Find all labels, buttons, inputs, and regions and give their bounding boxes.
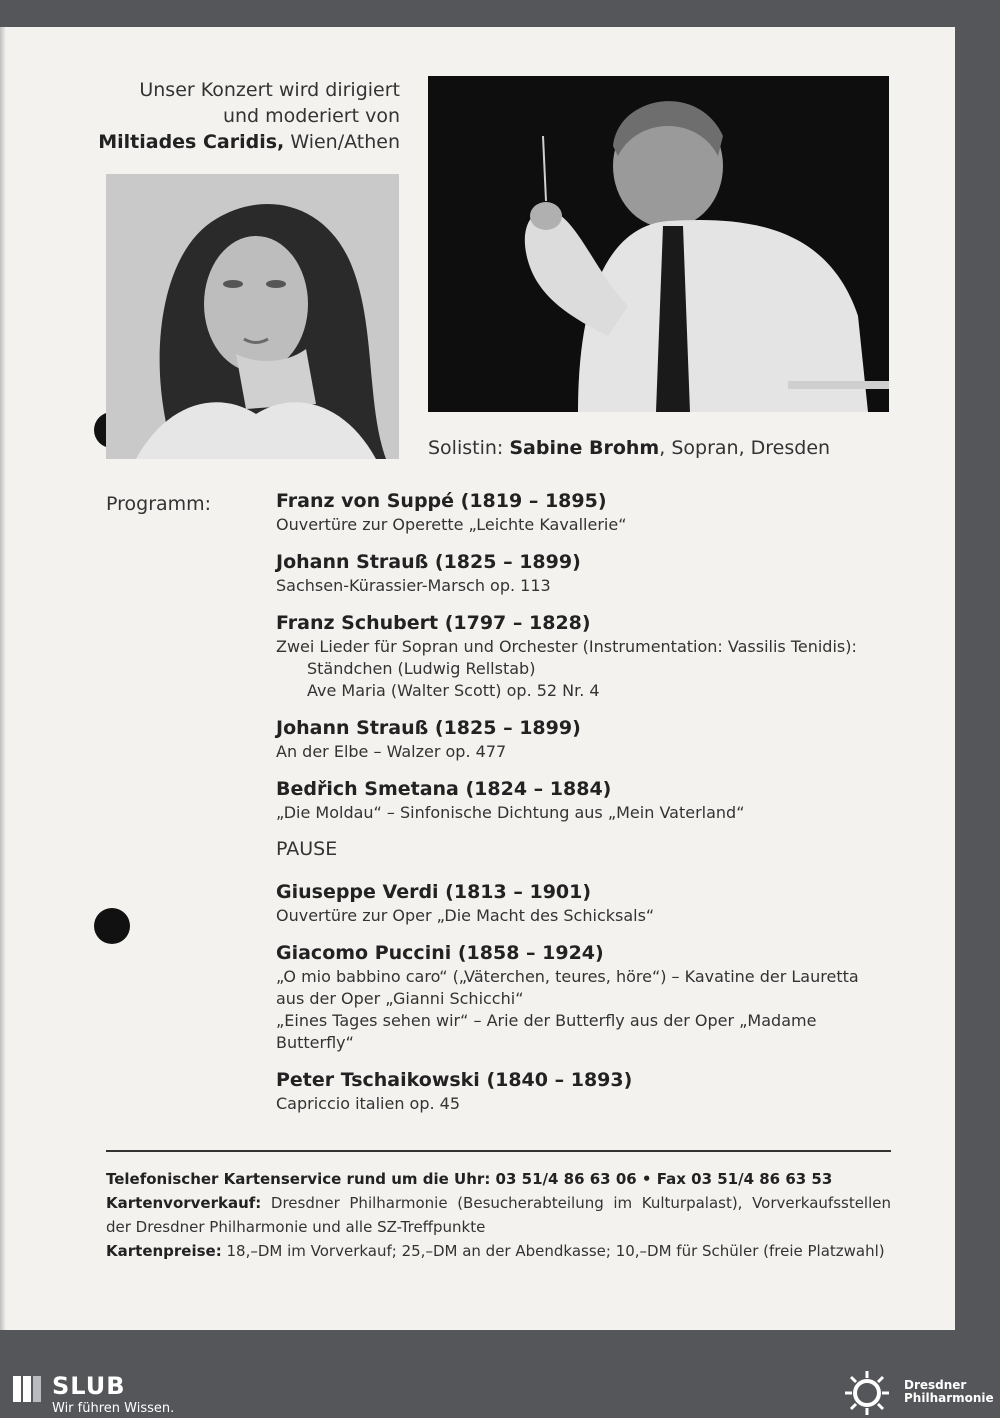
program-item (276, 716, 896, 763)
phone-service-text: Telefonischer Kartenservice rund um die Uhr: 03 51/4 86 63 06 • Fax 03 51/4 86 63 53 (106, 1170, 833, 1188)
conductor-intro (90, 77, 400, 155)
conductor-city: Wien/Athen (284, 131, 400, 153)
conductor-name: Miltiades Caridis, (98, 131, 285, 153)
philharmonie-wordmark[interactable] (904, 1379, 994, 1405)
presale-text: Dresdner Philharmonie (Besucherabteilung im Kulturpalast), Vorverkaufsstellen der Dresdner Philharmonie und alle SZ-Treffpunkte (106, 1194, 891, 1236)
prices-label: Kartenpreise: (106, 1242, 222, 1260)
work-title: Zwei Lieder für Sopran und Orchester (Instrumentation: Vassilis Tenidis): (276, 637, 857, 656)
presale-label: Kartenvorverkauf: (106, 1194, 262, 1212)
prices-text: 18,–DM im Vorverkauf; 25,–DM an der Abendkasse; 10,–DM für Schüler (freie Platzwahl) (221, 1242, 885, 1260)
philharmonie-line-2: Philharmonie (904, 1391, 994, 1405)
program-item (276, 1068, 896, 1115)
work-title: Capriccio italien op. 45 (276, 1094, 461, 1113)
composer-heading: Johann Strauß (1825 – 1899) (276, 717, 581, 739)
program-item (276, 550, 896, 597)
program-list (276, 489, 896, 1129)
work-title: Ouvertüre zur Oper „Die Macht des Schicksals“ (276, 906, 655, 925)
library-tagline: Wir führen Wissen. (52, 1401, 175, 1416)
composer-heading: Franz Schubert (1797 – 1828) (276, 612, 591, 634)
presale-line (106, 1191, 891, 1239)
program-item (276, 880, 896, 927)
library-name[interactable]: SLUB (52, 1372, 126, 1400)
sub-work-title: Ständchen (Ludwig Rellstab) (307, 659, 536, 678)
prices-line (106, 1239, 891, 1263)
program-item (276, 777, 896, 824)
intro-line-1: Unser Konzert wird dirigiert (139, 79, 400, 101)
soloist-name: Sabine Brohm (509, 437, 660, 459)
program-item (276, 611, 896, 702)
philharmonie-line-1: Dresdner (904, 1378, 967, 1392)
intro-line-3 (90, 129, 400, 155)
soloist-details: , Sopran, Dresden (659, 437, 831, 459)
composer-heading: Giuseppe Verdi (1813 – 1901) (276, 881, 592, 903)
work-title: Sachsen-Kürassier-Marsch op. 113 (276, 576, 551, 595)
punch-hole-bottom (94, 908, 130, 944)
composer-heading: Franz von Suppé (1819 – 1895) (276, 490, 607, 512)
phone-line (106, 1167, 891, 1191)
soprano-portrait-photo (106, 174, 399, 459)
viewer-footer-bar (0, 1368, 1000, 1418)
slub-logo-icon[interactable] (13, 1374, 41, 1404)
program-item (276, 941, 896, 1054)
composer-heading: Giacomo Puccini (1858 – 1924) (276, 942, 604, 964)
work-title: Ouvertüre zur Operette „Leichte Kavallerie“ (276, 515, 627, 534)
composer-heading: Bedřich Smetana (1824 – 1884) (276, 778, 612, 800)
philharmonie-logo-icon[interactable] (843, 1370, 891, 1416)
program-page (0, 27, 955, 1330)
work-title: An der Elbe – Walzer op. 477 (276, 742, 507, 761)
footer-divider (106, 1150, 891, 1152)
intro-line-2: und moderiert von (222, 105, 400, 127)
pause-label: PAUSE (276, 838, 338, 860)
ticket-info (106, 1167, 891, 1263)
work-title: aus der Oper „Gianni Schicchi“ (276, 989, 524, 1008)
soloist-line (428, 437, 830, 459)
work-title: „O mio babbino caro“ („Väterchen, teures, höre“) – Kavatine der Lauretta (276, 967, 859, 986)
conductor-photo (428, 76, 889, 412)
sub-work-title: Ave Maria (Walter Scott) op. 52 Nr. 4 (307, 681, 600, 700)
work-title: „Eines Tages sehen wir“ – Arie der Butterfly aus der Oper „Madame Butterfly“ (276, 1011, 817, 1052)
program-label: Programm: (106, 493, 212, 515)
composer-heading: Johann Strauß (1825 – 1899) (276, 551, 581, 573)
soloist-prefix: Solistin: (428, 437, 510, 459)
work-title: „Die Moldau“ – Sinfonische Dichtung aus „Mein Vaterland“ (276, 803, 745, 822)
composer-heading: Peter Tschaikowski (1840 – 1893) (276, 1069, 633, 1091)
program-item (276, 489, 896, 536)
